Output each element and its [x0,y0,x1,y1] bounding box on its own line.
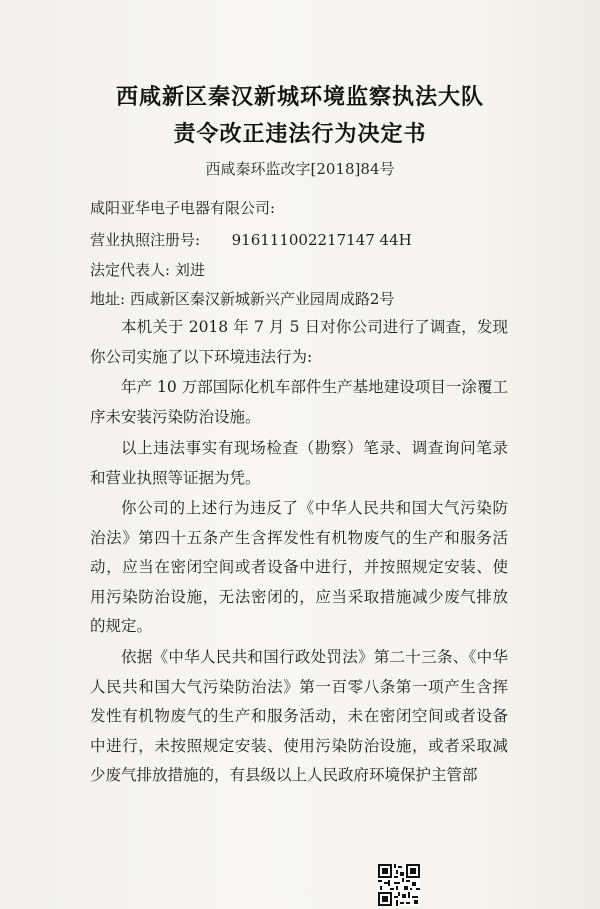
document-subtitle: 责令改正违法行为决定书 [173,122,427,147]
paragraph-violation: 年产 10 万部国际化机车部件生产基地建设项目一涂覆工序未安装污染防治设施。 [90,378,508,426]
paragraph-penalty-basis: 依据《中华人民共和国行政处罚法》第二十三条、《中华人民共和国大气污染防治法》第一百零八条第一项产生含挥发性有机物废气的生产和服务活动，未在密闭空间或者设备中进行，未按照规定安装、使用污染防治设施，或者采取减少废气排放措施的，有县级以上人民政府环境保护主管部 [90,648,508,784]
company-name: 咸阳亚华电子电器有限公司: [90,199,276,217]
document-number: 西咸秦环监改字[2018]84号 [205,160,395,178]
license-number: 916111002217147 44H [231,231,412,249]
paragraph-legal-basis: 你公司的上述行为违反了《中华人民共和国大气污染防治法》第四十五条产生含挥发性有机物废气的生产和服务活动，应当在密闭空间或者设备中进行，并按照规定安装、使用污染防治设施，无法密闭的，应当采取措施减少废气排放的规定。 [90,499,508,635]
company-address: 地址: 西咸新区秦汉新城新兴产业园周成路2号 [90,290,395,308]
document-title: 西咸新区秦汉新城环境监察执法大队 [115,85,484,110]
paragraph-investigation: 本机关于 2018 年 7 月 5 日对你公司进行了调查，发现你公司实施了以下环境违法行为: [90,318,508,366]
license-label: 营业执照注册号: [90,231,201,249]
legal-representative: 法定代表人: 刘进 [90,261,205,279]
license-row [90,229,412,250]
paragraph-evidence: 以上违法事实有现场检查（勘察）笔录、调查询问笔录和营业执照等证据为凭。 [90,439,508,487]
qr-code-icon [378,864,420,906]
